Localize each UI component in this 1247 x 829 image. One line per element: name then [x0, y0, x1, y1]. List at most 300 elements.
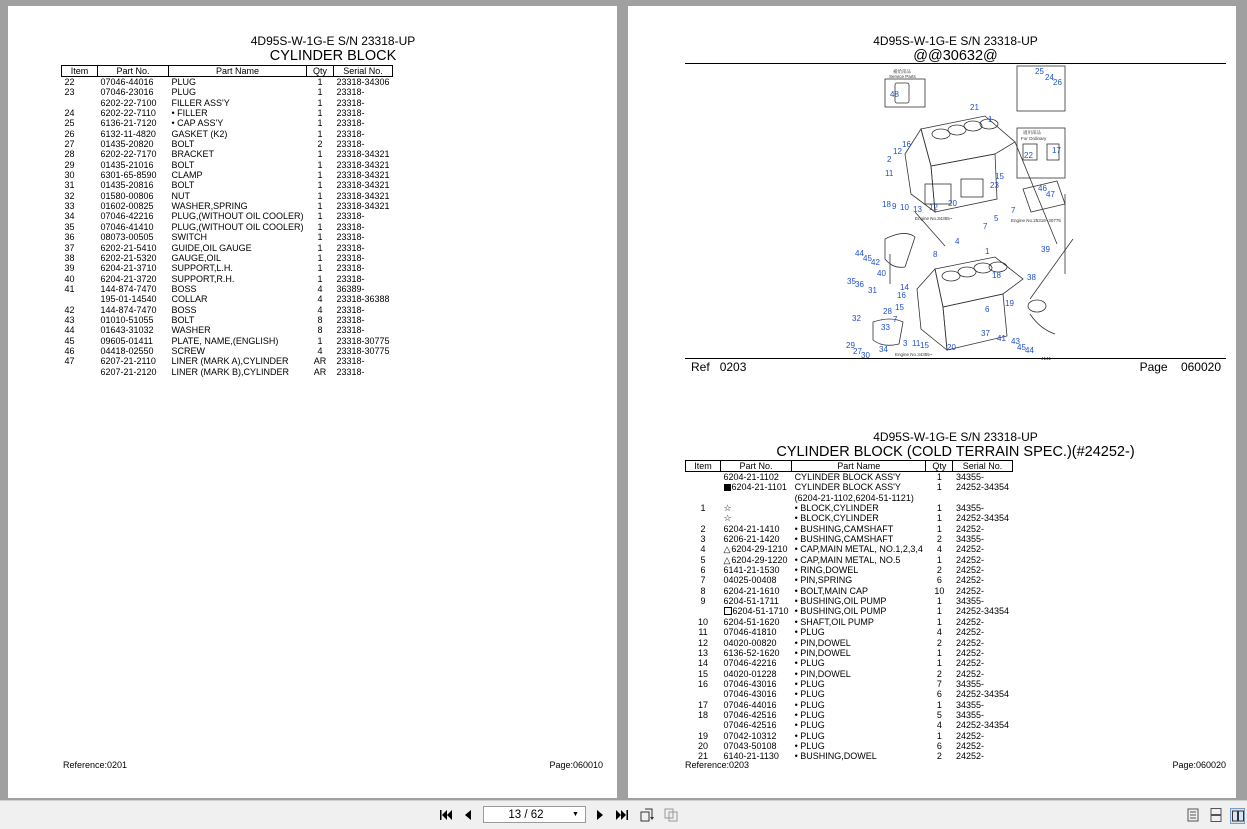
part-no-cell — [721, 648, 792, 658]
item-cell: 42 — [64, 304, 75, 315]
part-name-cell: LINER (MARK A),CYLINDER — [171, 356, 289, 367]
item-cell: 21 — [697, 751, 708, 762]
triangle-icon: △ — [723, 554, 731, 565]
serial-cell: 24252- — [955, 637, 984, 648]
table-row — [62, 346, 393, 356]
svg-text:34: 34 — [879, 345, 888, 354]
filled-square-icon — [724, 484, 731, 491]
table-row — [62, 191, 393, 201]
table-row — [62, 243, 393, 253]
table-row — [686, 596, 1013, 606]
page-subtitle: @@30632@ — [913, 48, 998, 64]
ref-value: 0203 — [719, 360, 747, 374]
column-header: Part Name — [169, 66, 307, 77]
qty-cell: 1 — [317, 77, 323, 87]
qty-cell: 1 — [317, 159, 323, 170]
qty-cell: 1 — [317, 180, 323, 191]
qty-cell: 2 — [936, 637, 942, 648]
part-no-cell — [721, 627, 792, 637]
part-name-cell: WASHER — [171, 325, 211, 336]
svg-text:12: 12 — [893, 147, 902, 156]
qty-cell: 1 — [317, 252, 323, 263]
svg-text:47: 47 — [1046, 190, 1055, 199]
serial-cell: 23318- — [336, 108, 365, 119]
part-no-cell — [721, 741, 792, 751]
table-row — [686, 617, 1013, 627]
column-header: Item — [62, 66, 98, 77]
item-cell: 26 — [64, 128, 75, 139]
svg-text:1: 1 — [988, 115, 993, 124]
serial-cell: 23318- — [336, 87, 365, 98]
svg-text:44: 44 — [855, 249, 864, 258]
item-cell: 28 — [64, 149, 75, 160]
item-cell: 45 — [64, 335, 75, 346]
qty-cell: 1 — [317, 118, 323, 129]
part-name-cell: BRACKET — [171, 149, 215, 160]
item-cell: 17 — [697, 699, 708, 710]
part-name-cell: PLUG,(WITHOUT OIL COOLER) — [171, 211, 304, 222]
serial-cell: 24252- — [955, 751, 984, 762]
part-no-cell — [721, 720, 792, 730]
serial-cell: 23318- — [336, 252, 365, 263]
part-number: 07043-50108 — [723, 740, 777, 751]
part-name-cell: SCREW — [171, 345, 205, 356]
serial-cell: 23318-34321 — [336, 149, 390, 160]
table-row — [686, 575, 1013, 585]
qty-cell: 1 — [317, 242, 323, 253]
qty-cell: 6 — [936, 575, 942, 586]
triangle-icon: △ — [723, 544, 731, 555]
divider — [685, 358, 1226, 359]
svg-text:2: 2 — [887, 155, 892, 164]
serial-cell: 23318- — [336, 118, 365, 129]
table-row — [62, 98, 393, 108]
svg-text:43: 43 — [1011, 337, 1020, 346]
part-number: 6204-21-1610 — [723, 585, 780, 596]
part-number: 07046-44016 — [723, 699, 777, 710]
part-no-cell: 6132-11-4820 — [100, 128, 156, 139]
table-row — [686, 482, 1013, 492]
part-no-cell — [721, 544, 792, 554]
qty-cell: 1 — [936, 730, 942, 741]
svg-text:48: 48 — [890, 90, 899, 99]
part-name-cell: GASKET (K2) — [171, 128, 228, 139]
svg-text:40: 40 — [877, 269, 886, 278]
page-title: 4D95S-W-1G-E S/N 23318-UP — [873, 34, 1038, 48]
qty-cell: 4 — [317, 304, 323, 315]
page-number-field[interactable] — [483, 806, 586, 823]
table-row — [686, 524, 1013, 534]
qty-cell: 1 — [317, 201, 323, 212]
part-no-cell: 6204-21-3720 — [100, 273, 157, 284]
footer-page: Page:060020 — [1172, 760, 1226, 770]
column-header: Part No. — [721, 461, 792, 472]
last-page-icon[interactable] — [615, 808, 629, 822]
qty-cell: 2 — [936, 534, 942, 545]
qty-cell: 1 — [317, 97, 323, 108]
serial-cell: 34355- — [955, 709, 984, 720]
svg-text:29: 29 — [846, 341, 855, 350]
serial-cell: 23318-34306 — [336, 77, 390, 87]
rotate-icon[interactable] — [640, 808, 654, 822]
part-name-cell: BOSS — [171, 304, 197, 315]
table-row — [62, 77, 393, 88]
part-name-cell: PLUG — [171, 77, 197, 87]
item-cell — [686, 606, 721, 616]
part-name-cell: • PLUG — [794, 740, 825, 751]
right-document-page — [628, 6, 1236, 798]
page-subtitle: CYLINDER BLOCK — [269, 48, 397, 64]
qty-cell: 1 — [936, 513, 942, 524]
svg-text:33: 33 — [881, 323, 890, 332]
item-cell: 34 — [64, 211, 75, 222]
serial-cell: 24252- — [955, 565, 984, 576]
column-header: Qty — [926, 461, 953, 472]
table-row — [62, 222, 393, 232]
part-no-cell — [721, 638, 792, 648]
svg-text:28: 28 — [883, 307, 892, 316]
serial-cell: 24252-34354 — [955, 606, 1009, 617]
serial-cell: 23318-36388 — [336, 294, 390, 305]
part-no-cell — [721, 555, 792, 565]
qty-cell: 1 — [936, 699, 942, 710]
table-row — [686, 606, 1013, 616]
serial-cell: 23318-34321 — [336, 201, 390, 212]
part-no-cell: 6301-65-8590 — [100, 170, 157, 181]
part-number: ☆ — [723, 513, 732, 524]
ref-label: Ref — [691, 360, 710, 374]
serial-cell: 24252- — [955, 616, 984, 627]
part-name-cell: • SHAFT,OIL PUMP — [794, 616, 874, 627]
table-row — [686, 710, 1013, 720]
item-cell: 38 — [64, 252, 75, 263]
page-label-group — [1140, 360, 1221, 374]
serial-cell: 24252- — [955, 668, 984, 679]
table-row — [686, 503, 1013, 513]
table-row — [686, 627, 1013, 637]
serial-cell: 23318- — [336, 221, 365, 232]
single-page-icon[interactable] — [1186, 808, 1200, 822]
item-cell: 30 — [64, 170, 75, 181]
item-cell: 10 — [697, 616, 708, 627]
item-cell — [62, 294, 98, 304]
next-page-icon[interactable] — [593, 808, 607, 822]
qty-cell: 4 — [936, 627, 942, 638]
part-number: 04020-00820 — [723, 637, 777, 648]
item-cell: 32 — [64, 190, 75, 201]
item-cell: 5 — [700, 554, 706, 565]
item-cell: 6 — [700, 565, 706, 576]
table-row — [686, 658, 1013, 668]
serial-cell: 23318-30775 — [336, 345, 390, 356]
part-no-cell: 07046-23016 — [100, 87, 154, 98]
table-row — [686, 638, 1013, 648]
svg-text:39: 39 — [1041, 245, 1050, 254]
part-no-cell: 09605-01411 — [100, 335, 153, 346]
diagram-code: 4141 — [1041, 356, 1052, 360]
qty-cell: 1 — [936, 596, 942, 607]
serial-cell: 24252-34354 — [955, 689, 1009, 700]
viewer-toolbar — [0, 800, 1247, 829]
page-number-input[interactable] — [484, 808, 568, 822]
qty-cell: 1 — [936, 616, 942, 627]
table-row — [62, 367, 393, 377]
table-row — [62, 149, 393, 159]
part-name-cell: • BUSHING,OIL PUMP — [794, 596, 887, 607]
part-no-cell: 6202-21-5320 — [100, 252, 157, 263]
part-name-cell: LINER (MARK B),CYLINDER — [171, 366, 290, 377]
qty-cell: 1 — [317, 273, 323, 284]
qty-cell: AR — [313, 356, 327, 367]
item-cell: 40 — [64, 273, 75, 284]
part-name-cell: • BUSHING,CAMSHAFT — [794, 534, 894, 545]
serial-cell: 24252- — [955, 585, 984, 596]
parts-table — [61, 65, 393, 377]
part-no-cell — [721, 669, 792, 679]
two-page-icon[interactable] — [1230, 808, 1245, 824]
svg-text:45: 45 — [863, 254, 872, 263]
part-name-cell: • BUSHING,DOWEL — [794, 751, 877, 762]
part-no-cell — [721, 679, 792, 689]
item-cell — [686, 493, 721, 503]
item-cell: 9 — [700, 596, 706, 607]
table-row — [686, 669, 1013, 679]
item-cell: 27 — [64, 139, 75, 150]
svg-text:24: 24 — [1045, 73, 1054, 82]
part-name-cell: • PLUG — [794, 627, 825, 638]
item-cell: 43 — [64, 314, 75, 325]
svg-text:18: 18 — [882, 200, 891, 209]
part-name-cell: • PIN,DOWEL — [794, 647, 851, 658]
part-no-cell: 144-874-7470 — [100, 283, 157, 294]
part-number: 07046-42216 — [723, 658, 777, 669]
part-number: 6206-21-1420 — [723, 534, 780, 545]
part-no-cell: 6202-22-7110 — [100, 108, 156, 119]
part-name-cell: • PIN,DOWEL — [794, 637, 851, 648]
qty-cell: 8 — [317, 325, 323, 336]
item-cell: 41 — [64, 283, 75, 294]
table-row — [62, 232, 393, 242]
part-number: 07042-10312 — [723, 730, 777, 741]
part-name-cell: BOLT — [171, 180, 195, 191]
svg-text:38: 38 — [1027, 273, 1036, 282]
part-name-cell: BOLT — [171, 159, 195, 170]
svg-text:26: 26 — [1053, 78, 1062, 87]
part-name-cell: BOLT — [171, 314, 195, 325]
diagram-note: Engine No.25318~30775 — [1011, 218, 1061, 223]
serial-cell — [953, 493, 1012, 503]
svg-text:15: 15 — [920, 341, 929, 350]
qty-cell: 2 — [936, 751, 942, 762]
qty-cell: 1 — [936, 523, 942, 534]
qty-cell: 6 — [936, 689, 942, 700]
item-cell: 4 — [700, 544, 706, 555]
qty-cell: 4 — [317, 283, 323, 294]
item-cell: 25 — [64, 118, 75, 129]
part-number: 07046-43016 — [723, 689, 777, 700]
qty-cell: 4 — [936, 720, 942, 731]
part-no-cell — [721, 689, 792, 699]
svg-text:12: 12 — [929, 203, 938, 212]
part-name-cell: • CAP,MAIN METAL, NO.5 — [794, 554, 901, 565]
part-name-cell: WASHER,SPRING — [171, 201, 248, 212]
svg-text:23: 23 — [990, 181, 999, 190]
table-row — [686, 513, 1013, 523]
hollow-square-icon — [724, 607, 732, 615]
page-label: Page — [1139, 360, 1168, 374]
part-no-cell — [721, 472, 792, 483]
table-row — [62, 87, 393, 97]
diagram-note: Service Parts — [889, 74, 916, 79]
table-row — [686, 544, 1013, 554]
serial-cell: 23318- — [336, 128, 365, 139]
svg-text:46: 46 — [1038, 184, 1047, 193]
serial-cell: 23318- — [336, 356, 365, 367]
item-cell — [62, 98, 98, 108]
svg-text:42: 42 — [871, 258, 880, 267]
part-number: 6141-21-1530 — [723, 565, 780, 576]
table-row — [62, 284, 393, 294]
part-name-cell: • BLOCK,CYLINDER — [794, 513, 879, 524]
qty-cell: 2 — [317, 139, 323, 150]
serial-cell: 23318-34321 — [336, 170, 390, 181]
serial-cell: 24252- — [955, 740, 984, 751]
page-title: 4D95S-W-1G-E S/N 23318-UP — [873, 430, 1038, 444]
serial-cell: 23318- — [336, 232, 365, 243]
qty-cell: 1 — [317, 108, 323, 119]
part-name-cell: BOLT — [171, 139, 195, 150]
table-row — [62, 180, 393, 190]
qty-cell: 10 — [934, 585, 945, 596]
qty-cell: 1 — [317, 170, 323, 181]
item-cell — [686, 689, 721, 699]
part-no-cell — [721, 503, 792, 513]
part-name-cell: SUPPORT,L.H. — [171, 263, 233, 274]
table-row — [62, 325, 393, 335]
svg-text:45: 45 — [1017, 343, 1026, 352]
svg-text:35: 35 — [847, 277, 856, 286]
part-number: 6204-51-1711 — [723, 596, 779, 607]
part-name-cell: CYLINDER BLOCK ASS'Y — [794, 472, 901, 482]
serial-cell: 23318- — [336, 366, 365, 377]
svg-text:7: 7 — [983, 222, 988, 231]
fit-icon[interactable] — [664, 808, 678, 822]
part-no-cell — [721, 493, 792, 503]
part-no-cell: 01435-20820 — [100, 139, 154, 150]
chevron-down-icon[interactable]: ▼ — [572, 811, 579, 818]
serial-cell: 24252-34354 — [955, 720, 1009, 731]
part-no-cell: 01643-31032 — [100, 325, 154, 336]
part-no-cell: 6204-21-3710 — [100, 263, 157, 274]
table-row — [686, 741, 1013, 751]
item-cell: 24 — [64, 108, 75, 119]
item-cell: 47 — [64, 356, 75, 367]
table-row — [62, 356, 393, 366]
page-value: 060020 — [1180, 360, 1221, 374]
part-name-cell: COLLAR — [171, 294, 208, 305]
table-row — [686, 700, 1013, 710]
table-row — [62, 336, 393, 346]
svg-text:25: 25 — [1035, 67, 1044, 76]
svg-text:21: 21 — [970, 103, 979, 112]
part-name-cell: • PLUG — [794, 730, 825, 741]
qty-cell: 1 — [317, 128, 323, 139]
part-name-cell: SUPPORT,R.H. — [171, 273, 235, 284]
table-row — [62, 118, 393, 128]
diagram-note: Engine No.34355~ — [895, 352, 933, 357]
part-name-cell: • CAP ASS'Y — [171, 118, 224, 129]
page-title: 4D95S-W-1G-E S/N 23318-UP — [250, 34, 416, 48]
qty-cell: 4 — [317, 345, 323, 356]
table-row — [686, 565, 1013, 575]
serial-cell: 34355- — [955, 534, 984, 545]
qty-cell — [926, 493, 953, 503]
item-cell: 2 — [700, 523, 706, 534]
prev-page-icon[interactable] — [461, 808, 475, 822]
part-number: 6136-52-1620 — [723, 647, 780, 658]
part-no-cell: 07046-42216 — [100, 211, 154, 222]
part-name-cell: GUIDE,OIL GAUGE — [171, 242, 252, 253]
svg-text:36: 36 — [855, 280, 864, 289]
first-page-icon[interactable] — [439, 808, 453, 822]
part-no-cell — [721, 710, 792, 720]
table-row — [686, 493, 1013, 503]
part-number: ☆ — [723, 503, 732, 514]
part-no-cell: 01435-21016 — [100, 159, 154, 170]
item-cell: 33 — [64, 201, 75, 212]
part-name-cell: • BOLT,MAIN CAP — [794, 585, 869, 596]
serial-cell: 34355- — [955, 699, 984, 710]
part-no-cell — [721, 575, 792, 585]
qty-cell: 6 — [936, 740, 942, 751]
left-document-page — [8, 6, 617, 798]
table-row — [62, 253, 393, 263]
part-number: 6204-29-1210 — [731, 544, 788, 555]
svg-text:20: 20 — [948, 199, 957, 208]
column-header: Part Name — [792, 461, 926, 472]
part-name-cell: NUT — [171, 190, 190, 201]
part-no-cell: 08073-00505 — [100, 232, 154, 243]
svg-text:4: 4 — [955, 237, 960, 246]
table-row — [62, 263, 393, 273]
table-row — [62, 160, 393, 170]
part-no-cell — [721, 524, 792, 534]
serial-cell: 34355- — [955, 472, 984, 482]
qty-cell: 1 — [936, 472, 942, 482]
footer-reference: Reference:0201 — [63, 760, 128, 770]
svg-text:11: 11 — [912, 339, 921, 348]
table-row — [62, 108, 393, 118]
page-subtitle: CYLINDER BLOCK (COLD TERRAIN SPEC.)(#24252-) — [776, 444, 1135, 460]
table-row — [686, 586, 1013, 596]
serial-cell: 23318- — [336, 304, 365, 315]
table-row — [686, 731, 1013, 741]
footer-reference: Reference:0203 — [685, 760, 750, 770]
table-row — [686, 555, 1013, 565]
diagram-note: For Ordinary — [1021, 136, 1047, 141]
item-cell: 37 — [64, 242, 75, 253]
item-cell: 46 — [64, 345, 75, 356]
continuous-icon[interactable] — [1209, 808, 1223, 822]
part-no-cell: 01602-00825 — [100, 201, 154, 212]
part-number: 6204-51-1620 — [723, 616, 780, 627]
svg-text:19: 19 — [1005, 299, 1014, 308]
exploded-parts-diagram — [685, 64, 1226, 360]
part-name-cell: SWITCH — [171, 232, 207, 243]
serial-cell: 24252- — [955, 647, 984, 658]
part-name-cell: • RING,DOWEL — [794, 565, 859, 576]
part-name-cell: • PIN,SPRING — [794, 575, 853, 586]
